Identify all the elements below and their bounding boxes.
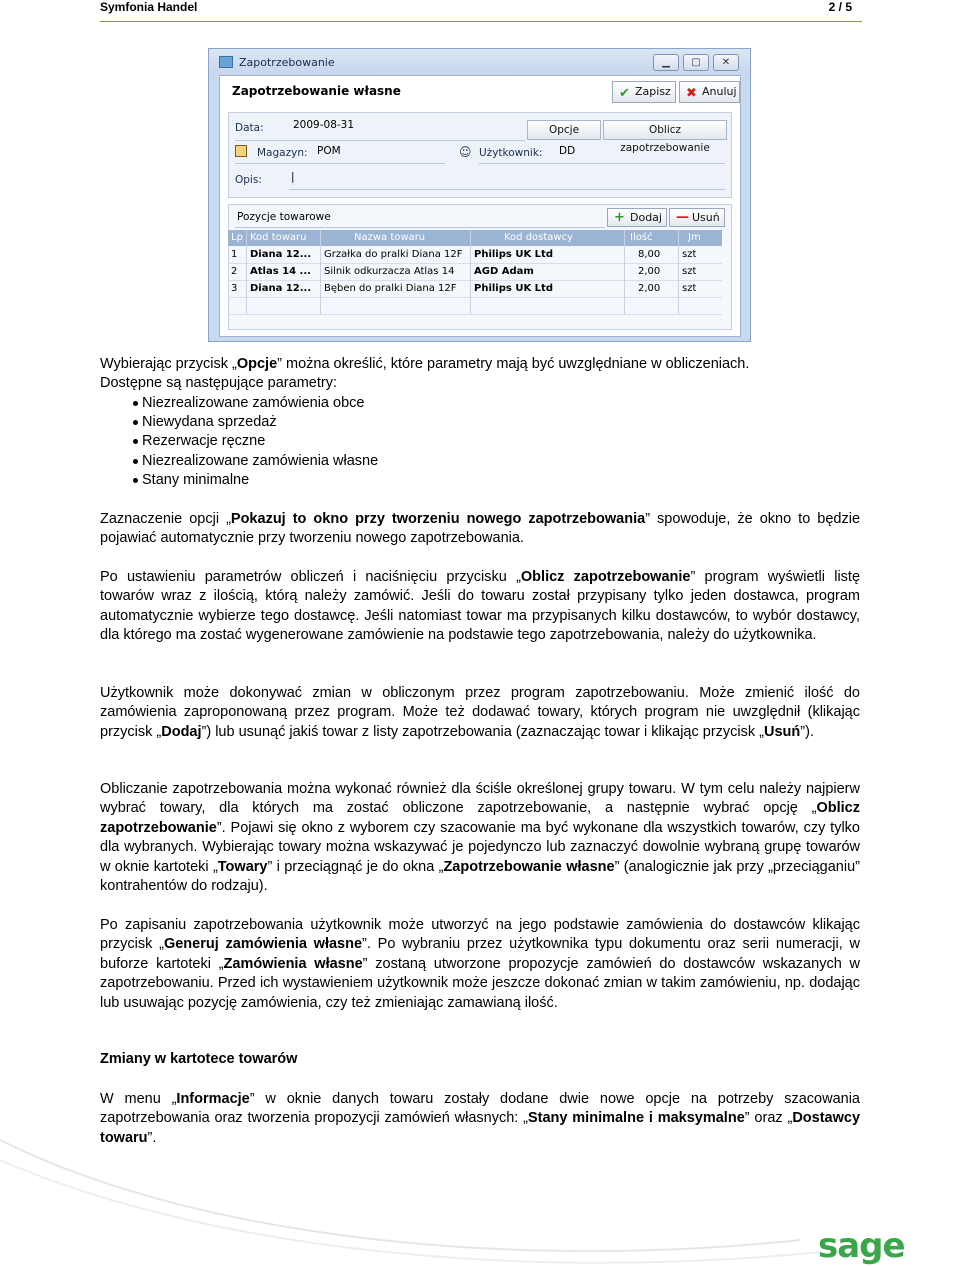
description-label: Opis:	[235, 174, 262, 186]
list-item: Rezerwacje ręczne	[142, 432, 265, 451]
save-button[interactable]: ✔ Zapisz	[612, 81, 676, 103]
column-header[interactable]: Nazwa towaru	[354, 232, 426, 243]
maximize-icon[interactable]: ▢	[683, 54, 709, 71]
options-button[interactable]: Opcje	[527, 120, 601, 140]
form-area	[219, 75, 741, 337]
remove-button[interactable]: — Usuń	[669, 208, 725, 227]
paragraph-info-menu: W menu „Informacje” w oknie danych towaru zostały dodane dwie nowe opcje na potrzeby szacowania zapotrzebowania oraz tworzenia propozycji zamówień własnych: „Stany minimalne i maksymalne” oraz „Dostawcy towaru”.	[100, 1091, 861, 1146]
warehouse-label: Magazyn:	[257, 147, 308, 159]
warehouse-field[interactable]: POM	[317, 145, 341, 157]
minimize-icon[interactable]: ▁	[653, 54, 679, 71]
table-row[interactable]	[228, 298, 722, 315]
header-title: Symfonia Handel	[100, 0, 198, 14]
table-row[interactable]: 1 Diana 12... Grzałka do pralki Diana 12F Philips UK Ltd 8,00 szt	[228, 247, 722, 264]
description-field[interactable]: |	[291, 171, 295, 183]
user-label: Użytkownik:	[479, 147, 543, 159]
paragraph-show-window: Zaznaczenie opcji „Pokazuj to okno przy tworzeniu nowego zapotrzebowania” spowoduje, że okno to będzie pojawiać automatycznie przy tworzeniu nowego zapotrzebowania.	[100, 511, 861, 547]
checkmark-icon: ✔	[619, 86, 630, 101]
list-item: Niezrealizowane zamówienia obce	[142, 394, 364, 413]
page-header	[100, 0, 862, 22]
page-number: 2 / 5	[828, 0, 852, 14]
cross-icon: ✖	[686, 86, 697, 101]
section-heading: Zmiany w kartotece towarów	[100, 1051, 298, 1067]
header-panel	[228, 112, 732, 198]
user-icon: ☺	[459, 145, 472, 159]
window-title: Zapotrzebowanie	[239, 56, 335, 69]
list-item: Niezrealizowane zamówienia własne	[142, 452, 378, 471]
paragraph-options: Wybierając przycisk „Opcje” można określić, które parametry mają być uwzględniane w obliczeniach. Dostępne są następujące parametry:	[100, 356, 750, 392]
column-header[interactable]: Jm	[688, 232, 701, 243]
paragraph-group: Obliczanie zapotrzebowania można wykonać również dla ściśle określonej grupy towaru. W tym celu należy najpierw wybrać towary, dla których ma zostać obliczone zapotrzebowanie, a następnie wybrać opcję „Oblicz zapotrzebowanie”. Pojawi się okno z wyborem czy szacowanie ma być wykonane dla wszystkich towarów, czy tylko dla wybranych. Wybierając towary można wskazywać je pojedynczo lub zaznaczyć dowolnie wybraną grupę towarów w oknie kartoteki „Towary” i przeciągnąć je do okna „Zapotrzebowanie własne” (analogicznie jak przy „przeciąganiu” kontrahentów do rodzaju).	[100, 781, 860, 895]
window-titlebar	[209, 49, 750, 75]
paragraph-generate: Po zapisaniu zapotrzebowania użytkownik może utworzyć na jego podstawie zamówienia do dostawców klikając przycisk „Generuj zamówienia własne”. Po wybraniu przez użytkownika typu dokumentu oraz serii numeracji, w buforze kartoteki „Zamówienia własne” zostaną utworzone propozycje zamówień do dostawców wskazanych w zapotrzebowaniu. Przed ich wystawieniem użytkownik może jeszcze dokonać zmian w takim zamówieniu, np. dodając lub usuwając pozycję zamówienia, czy też zmieniając zamawianą ilość.	[100, 917, 860, 1011]
form-title: Zapotrzebowanie własne	[232, 84, 401, 98]
decorative-swoosh	[0, 1120, 960, 1266]
minus-icon: —	[676, 210, 689, 225]
column-header[interactable]: Ilość	[630, 232, 653, 243]
list-item: Niewydana sprzedaż	[142, 413, 277, 432]
sage-logo: sage	[818, 1226, 905, 1266]
column-header[interactable]: Lp	[231, 232, 243, 243]
grid-header	[228, 230, 722, 246]
screenshot-window	[208, 48, 751, 342]
plus-icon: +	[614, 210, 625, 225]
column-header[interactable]: Kod dostawcy	[504, 232, 574, 243]
cancel-button[interactable]: ✖ Anuluj	[679, 81, 740, 103]
add-button[interactable]: + Dodaj	[607, 208, 667, 227]
column-header[interactable]: Kod towaru	[250, 232, 307, 243]
calculate-button[interactable]: Oblicz zapotrzebowanie	[603, 120, 727, 140]
table-row[interactable]: 3 Diana 12... Bęben do pralki Diana 12F Philips UK Ltd 2,00 szt	[228, 281, 722, 298]
paragraph-edit: Użytkownik może dokonywać zmian w obliczonym przez program zapotrzebowaniu. Może zmienić ilość do zamówienia zaproponowaną przez program. Może też dodawać towary, których program nie uwzględnił (klikając przycisk „Dodaj”) lub usunąć jakiś towar z listy zapotrzebowania (zaznaczając towar i klikając przycisk „Usuń”).	[100, 685, 860, 740]
date-label: Data:	[235, 122, 264, 134]
window-app-icon	[219, 56, 233, 68]
list-item: Stany minimalne	[142, 471, 249, 490]
table-row[interactable]: 2 Atlas 14 ... Silnik odkurzacza Atlas 14 AGD Adam 2,00 szt	[228, 264, 722, 281]
items-title: Pozycje towarowe	[237, 211, 331, 223]
date-field[interactable]: 2009-08-31	[293, 119, 355, 131]
close-icon[interactable]: ✕	[713, 54, 739, 71]
warehouse-icon	[235, 145, 247, 157]
paragraph-calculate: Po ustawieniu parametrów obliczeń i naciśnięciu przycisku „Oblicz zapotrzebowanie” program wyświetli listę towarów wraz z ilością, którą należy zamówić. Jeśli do towaru został przypisany tylko jeden dostawca, program automatycznie wybierze tego dostawcę. Jeśli natomiast towar ma przypisanych kilku dostawców, to wybór dostawcy, dla którego ma zostać wygenerowane zamówienie na podstawie tego zapotrzebowania, należy do użytkownika.	[100, 569, 861, 644]
user-field[interactable]: DD	[559, 145, 576, 157]
